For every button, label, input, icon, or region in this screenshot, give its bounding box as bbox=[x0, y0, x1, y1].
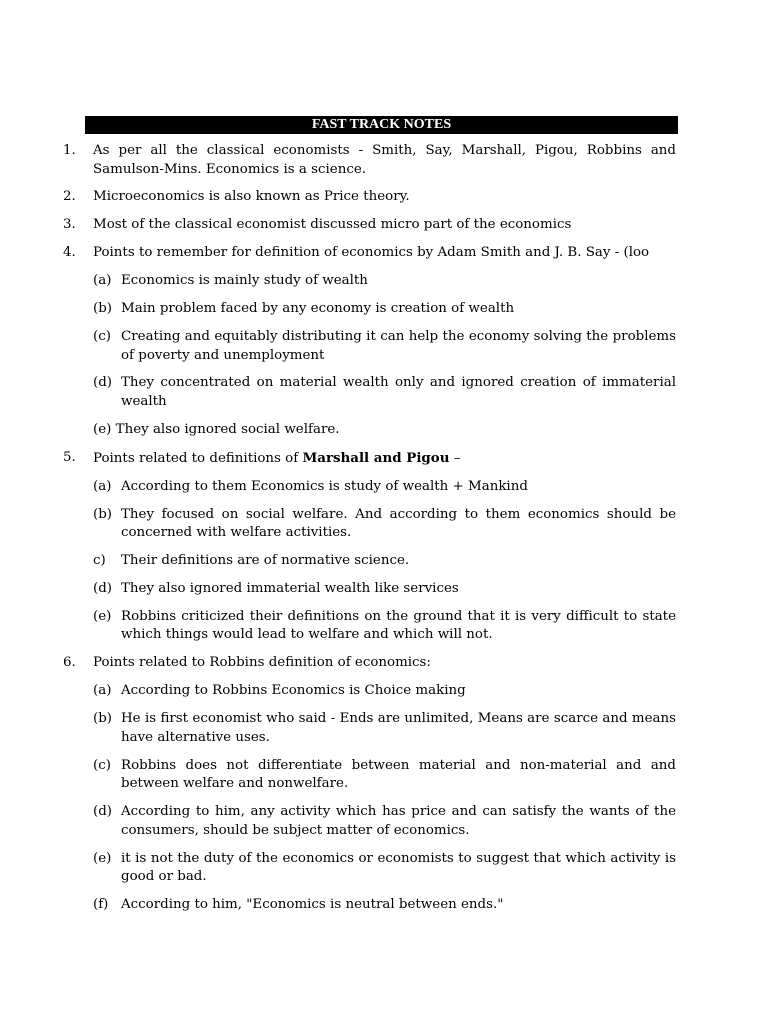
item-text-bold: Marshall and Pigou bbox=[302, 449, 450, 466]
sub-item-marker: (d) bbox=[93, 804, 113, 820]
list-item bbox=[63, 654, 676, 673]
sub-item-text: They concentrated on material wealth only and ignored creation of immaterial wealth bbox=[121, 375, 676, 410]
sub-item-marker: (c) bbox=[93, 757, 111, 773]
list-item bbox=[63, 244, 676, 263]
sub-item bbox=[93, 506, 676, 543]
item-number: 2. bbox=[63, 189, 76, 205]
list-item bbox=[63, 142, 676, 179]
sub-item bbox=[93, 552, 676, 571]
sub-item-marker: (d) bbox=[93, 375, 113, 391]
sub-item-text: it is not the duty of the economics or economists to suggest that which activity is good or bad. bbox=[121, 850, 676, 885]
sub-item-text: According to them Economics is study of wealth + Mankind bbox=[121, 478, 528, 494]
item-number: 6. bbox=[63, 655, 76, 671]
sub-item-text: Economics is mainly study of wealth bbox=[121, 273, 368, 289]
item-text-before: Points related to definitions of bbox=[93, 450, 303, 466]
sub-item-marker: (f) bbox=[93, 897, 109, 913]
sub-item bbox=[93, 580, 676, 599]
sub-item bbox=[93, 803, 676, 840]
sub-item-marker: (e) bbox=[93, 421, 112, 437]
sub-item bbox=[93, 374, 676, 411]
sub-item bbox=[93, 328, 676, 365]
list-item bbox=[63, 216, 676, 235]
sub-item bbox=[93, 682, 676, 701]
sub-item-text: According to him, any activity which has price and can satisfy the wants of the consumers, should be subject matter of economics. bbox=[121, 804, 676, 838]
item-text: Points to remember for definition of economics by Adam Smith and J. B. Say - (loo bbox=[93, 245, 650, 261]
sub-item-marker: (b) bbox=[93, 506, 113, 522]
notes-list bbox=[63, 142, 676, 924]
sub-item-marker: (b) bbox=[93, 711, 113, 727]
sub-item bbox=[93, 608, 676, 645]
sub-item-text: Robbins does not differentiate between material and non-material and and between welfare and nonwelfare. bbox=[121, 757, 676, 792]
sub-item-text: Their definitions are of normative science. bbox=[121, 553, 410, 569]
item-number: 5. bbox=[63, 449, 76, 465]
sub-item-marker: (e) bbox=[93, 850, 112, 866]
sub-item-marker: (b) bbox=[93, 301, 113, 317]
item-text bbox=[93, 449, 676, 469]
item-text: As per all the classical economists - Smith, Say, Marshall, Pigou, Robbins and Samulson-Mins. Economics is a science. bbox=[93, 143, 676, 177]
sub-item-text: They also ignored immaterial wealth like services bbox=[121, 580, 459, 596]
sub-item-marker: (a) bbox=[93, 478, 112, 494]
sub-item-text: According to Robbins Economics is Choice making bbox=[121, 683, 466, 699]
sub-item-marker: (e) bbox=[93, 608, 112, 624]
sub-item-text: They also ignored social welfare. bbox=[115, 421, 340, 437]
list-item bbox=[63, 449, 676, 469]
sub-item bbox=[93, 850, 676, 887]
sub-item-marker: (d) bbox=[93, 580, 113, 596]
sub-item-text: Robbins criticized their definitions on the ground that it is very difficult to state which things would lead to welfare and which will not. bbox=[121, 608, 676, 643]
item-text: Points related to Robbins definition of economics: bbox=[93, 655, 431, 671]
sub-item bbox=[93, 272, 676, 291]
item-text: Most of the classical economist discussed micro part of the economics bbox=[93, 217, 572, 233]
item-number: 1. bbox=[63, 143, 76, 158]
item-text-after: – bbox=[449, 450, 461, 466]
sub-item-marker: (a) bbox=[93, 273, 112, 289]
item-text: Microeconomics is also known as Price theory. bbox=[93, 189, 410, 205]
sub-item bbox=[93, 757, 676, 794]
page-title: FAST TRACK NOTES bbox=[85, 116, 678, 134]
sub-item bbox=[93, 896, 676, 915]
sub-item bbox=[93, 478, 676, 497]
sub-item-text: He is first economist who said - Ends are unlimited, Means are scarce and means have alternative uses. bbox=[121, 711, 676, 745]
item-number: 3. bbox=[63, 217, 76, 233]
list-item bbox=[63, 188, 676, 207]
sub-item-text: According to him, "Economics is neutral between ends." bbox=[121, 897, 504, 913]
item-number: 4. bbox=[63, 245, 76, 261]
sub-item bbox=[93, 421, 676, 440]
sub-item-marker: c) bbox=[93, 553, 106, 569]
sub-item-marker: (a) bbox=[93, 683, 112, 699]
sub-item-text: They focused on social welfare. And according to them economics should be concerned with welfare activities. bbox=[121, 506, 676, 541]
sub-item-text: Main problem faced by any economy is creation of wealth bbox=[121, 301, 515, 317]
sub-item bbox=[93, 300, 676, 319]
sub-item-marker: (c) bbox=[93, 328, 111, 344]
sub-item-text: Creating and equitably distributing it can help the economy solving the problems of poverty and unemployment bbox=[121, 328, 676, 363]
sub-item bbox=[93, 710, 676, 747]
